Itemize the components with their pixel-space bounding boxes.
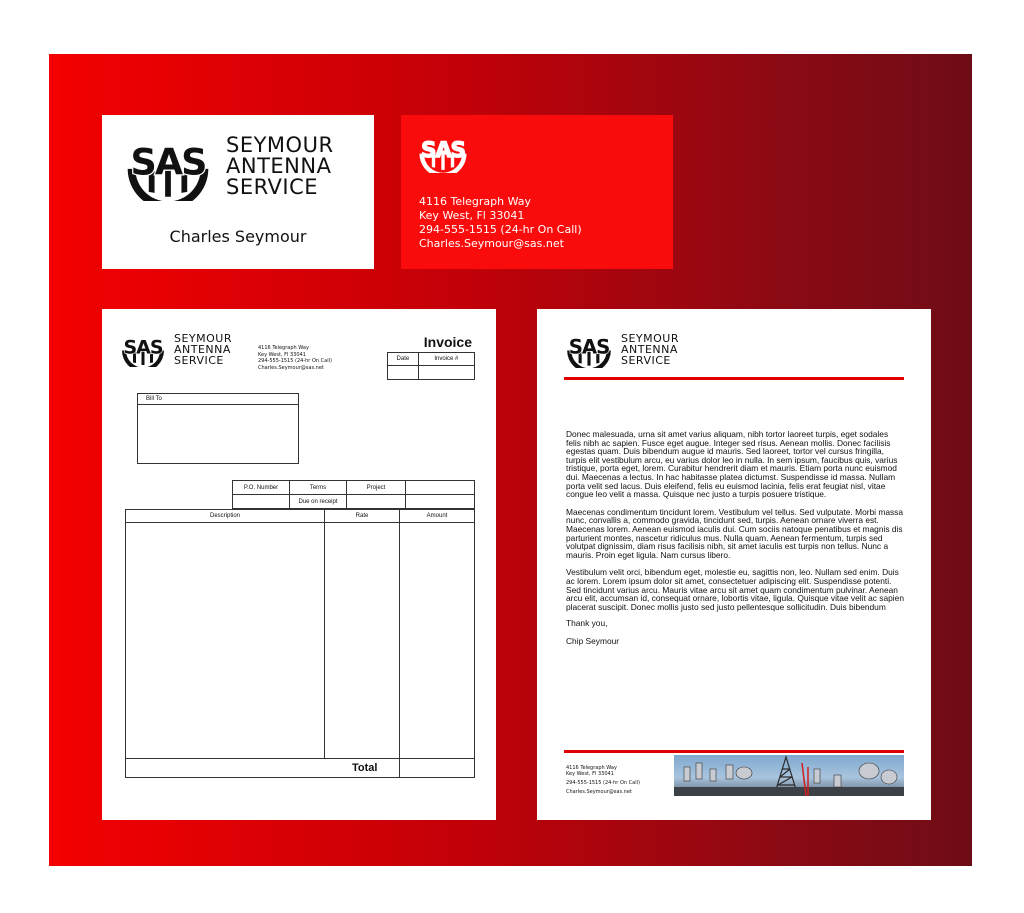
card-address-line2: Key West, Fl 33041	[419, 209, 525, 222]
card-logo	[120, 131, 334, 201]
project-field[interactable]	[347, 495, 406, 509]
invoice-address-line1: 4116 Telegraph Way	[258, 345, 309, 351]
brand-name	[174, 333, 232, 366]
rate-header: Rate	[325, 510, 400, 523]
invoice-number-field[interactable]	[418, 366, 474, 380]
letter-paragraph-3: Vestibulum velit orci, bibendum eget, molestie eu, sagittis non, leo. Nullam sed enim. Duis ac lorem. Lorem ipsum dolor sit amet, consectetuer adipiscing elit. Suspendisse potenti. Sed tincidunt varius arcu. Mauris vitae arcu sit amet quam condimentum pulvinar. Aenean arcu elit, accumsan id, consequat ornare, lobortis vitae, ligula. Quisque vitae velit ac sapien placerat suscipit. Donec mollis justo sed justo pellentesque sollicitudin. Duis bibendum	[566, 567, 904, 612]
card-person-name: Charles Seymour	[169, 227, 307, 246]
brand-name	[226, 132, 334, 199]
card-phone: 294-555-1515 (24-hr On Call)	[419, 223, 582, 236]
sas-logo-icon	[120, 131, 216, 201]
invoice-phone: 294-555-1515 (24-hr On Call)	[258, 358, 332, 364]
letter-closing: Thank you,	[566, 618, 608, 629]
letterhead-sheet	[537, 309, 931, 820]
brand-name-line2: ANTENNA	[174, 342, 231, 356]
total-field[interactable]	[400, 759, 475, 778]
antenna-tower-graphic	[674, 755, 904, 796]
brand-name-line3: SERVICE	[226, 174, 319, 199]
invoice-address-line2: Key West, Fl 33041	[258, 351, 306, 358]
footer-address-line2: Key West, Fl 33041	[566, 771, 614, 777]
amount-header: Amount	[400, 510, 475, 523]
brand-name	[621, 333, 679, 366]
brand-name-line3: SERVICE	[174, 353, 224, 367]
date-header: Date	[388, 353, 419, 366]
rate-field[interactable]	[325, 523, 400, 759]
letterhead-logo	[563, 330, 679, 368]
letter-signature: Chip Seymour	[566, 635, 620, 646]
brand-name-line1: SEYMOUR	[174, 331, 232, 345]
sas-logo-icon	[563, 330, 615, 368]
letter-paragraph-2: Maecenas condimentum tincidunt lorem. Vestibulum vel tellus. Sed vulputate. Morbi massa nunc, convallis a, commodo gravida, tincidunt sed, turpis. Aenean ornare viverra est. Maecenas lorem. Aenean euismod iaculis dui. Cum sociis natoque penatibus et magnis dis parturient montes, nascetur ridiculus mus. Nulla quam. Aenean fermentum, turpis sed volutpat dignissim, diam risus facilisis nibh, sit amet iaculis est turpis non tellus. Nunc a mauris. Proin eget ligula. Nam cursus libero.	[566, 506, 904, 560]
po-number-field[interactable]	[233, 495, 290, 509]
description-field[interactable]	[126, 523, 325, 759]
bill-to-box[interactable]	[137, 393, 299, 464]
total-label-cell	[126, 759, 400, 778]
sas-logo-icon	[118, 331, 168, 367]
invoice-meta-table	[232, 480, 475, 509]
letterhead-bottom-rule	[564, 750, 904, 753]
meta-blank-field[interactable]	[406, 495, 475, 509]
amount-field[interactable]	[400, 523, 475, 759]
card-email: Charles.Seymour@sas.net	[419, 237, 564, 250]
footer-email: Charles.Seymour@sas.net	[566, 789, 632, 795]
card-address-line1: 4116 Telegraph Way	[419, 195, 532, 208]
brand-name-line1: SEYMOUR	[621, 331, 679, 345]
card-contact-block	[419, 195, 582, 251]
invoice-date-number-table	[387, 352, 475, 380]
footer-address-line1: 4116 Telegraph Way	[566, 765, 617, 771]
invoice-title: Invoice	[423, 334, 472, 350]
invoice-items-table	[125, 509, 475, 778]
invoice-logo	[118, 331, 232, 367]
terms-field[interactable]: Due on receipt	[290, 495, 347, 509]
letterhead-footer-contact	[566, 765, 640, 795]
antenna-tower-photo	[674, 755, 904, 796]
brand-board-background	[49, 54, 972, 866]
project-header: Project	[347, 481, 406, 495]
brand-name-line2: ANTENNA	[226, 153, 332, 178]
letterhead-top-rule	[564, 377, 904, 380]
invoice-email: Charles.Seymour@sas.net	[258, 364, 324, 371]
brand-name-line1: SEYMOUR	[226, 132, 334, 157]
letter-paragraph-1: Donec malesuada, urna sit amet varius aliquam, nibh tortor laoreet turpis, eget sodales felis nibh ac sapien. Fusce eget augue. Integer sed risus. Aenean mollis. Donec facilisis egestas quam. Duis bibendum augue id mauris. Sed laoreet, tortor vel cursus fringilla, turpis elit vestibulum arcu, eu varius dolor leo in nulla. In sem ipsum, faucibus quis, varius tristique, porta eget, lorem. Curabitur hendrerit diam et mauris. Etiam porta nunc euismod dui. Maecenas a lectus. In hac habitasse platea dictumst. Suspendisse id massa. Nullam porta velit sed lacus. Duis eleifend, felis eu euismod lacinia, felis erat feugiat nisl, vitae congue leo velit a massa. Quisque nec justo a turpis posuere tristique.	[566, 429, 898, 500]
date-field[interactable]	[388, 366, 419, 380]
bill-to-label: Bill To	[138, 394, 298, 405]
brand-name-line3: SERVICE	[621, 353, 671, 367]
po-number-header: P.O. Number	[233, 481, 290, 495]
invoice-contact-block	[258, 345, 332, 371]
brand-name-line2: ANTENNA	[621, 342, 678, 356]
business-card-back	[401, 115, 673, 269]
sas-logo-icon	[415, 131, 471, 173]
terms-header: Terms	[290, 481, 347, 495]
letter-body	[566, 430, 904, 654]
meta-blank-header	[406, 481, 475, 495]
invoice-sheet	[102, 309, 496, 820]
description-header: Description	[126, 510, 325, 523]
total-label: Total	[352, 762, 378, 774]
business-card-front	[102, 115, 374, 269]
footer-phone: 294-555-1515 (24-hr On Call)	[566, 780, 640, 786]
invoice-number-header: Invoice #	[418, 353, 474, 366]
